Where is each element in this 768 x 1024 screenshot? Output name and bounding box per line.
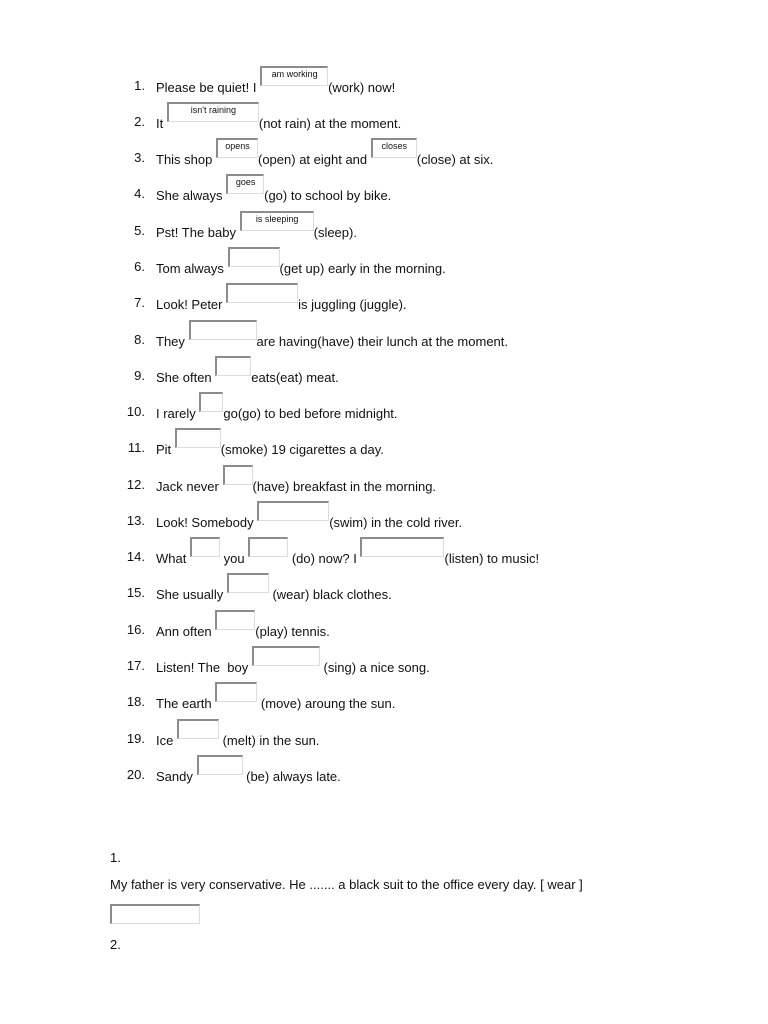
item-text: This shop xyxy=(156,152,213,167)
item-text: (play) tennis. xyxy=(255,624,330,639)
item-text: Pit xyxy=(156,442,172,457)
answer-box[interactable]: isn't raining xyxy=(167,102,259,122)
item-text: (have) breakfast in the morning. xyxy=(252,479,437,494)
item-text: It xyxy=(156,116,164,131)
item-text: Please be quiet! I xyxy=(156,80,257,95)
item-number: 8. xyxy=(134,332,145,347)
item-number: 17. xyxy=(126,658,145,673)
item-text: (wear) black clothes. xyxy=(272,587,392,602)
answer-box[interactable] xyxy=(215,682,257,702)
item-number: 15. xyxy=(126,585,145,600)
item-number: 14. xyxy=(126,549,145,564)
answer-box[interactable]: goes xyxy=(226,174,264,194)
item-number: 6. xyxy=(134,259,145,274)
item-number: 5. xyxy=(134,223,145,238)
answer-box[interactable] xyxy=(257,501,329,521)
item-number: 7. xyxy=(134,295,145,310)
item-number: 9. xyxy=(134,368,145,383)
item-number: 13. xyxy=(126,513,145,528)
item-text: Sandy xyxy=(156,769,193,784)
answer-box[interactable] xyxy=(177,719,219,739)
item-text: Look! Somebody xyxy=(156,515,254,530)
item-text: (go) to school by bike. xyxy=(264,188,392,203)
item-text: She usually xyxy=(156,587,224,602)
item-text: go(go) to bed before midnight. xyxy=(223,406,398,421)
item-text: is juggling (juggle). xyxy=(298,297,407,312)
answer-box[interactable] xyxy=(248,537,288,557)
item-text: (get up) early in the morning. xyxy=(279,261,446,276)
item-text: you xyxy=(223,551,245,566)
item-text: (open) at eight and xyxy=(258,152,368,167)
item-number: 4. xyxy=(134,186,145,201)
item-text: (sleep). xyxy=(313,225,357,240)
item-number: 2. xyxy=(134,114,145,129)
question-text: My father is very conservative. He ....... a black suit to the office every day. [ wear ] xyxy=(110,877,583,892)
item-text: Look! Peter xyxy=(156,297,223,312)
item-number: 1. xyxy=(134,78,145,93)
item-number: 10. xyxy=(126,404,145,419)
answer-box[interactable] xyxy=(189,320,257,340)
item-text: eats(eat) meat. xyxy=(251,370,339,385)
answer-box[interactable] xyxy=(197,755,243,775)
item-text: (move) aroung the sun. xyxy=(260,696,396,711)
question-number: 1. xyxy=(110,850,121,865)
item-text: Pst! The baby xyxy=(156,225,236,240)
item-text: They xyxy=(156,334,185,349)
item-number: 16. xyxy=(126,622,145,637)
answer-box[interactable] xyxy=(215,610,255,630)
item-text: The earth xyxy=(156,696,212,711)
item-text: What xyxy=(156,551,187,566)
item-text: Jack never xyxy=(156,479,219,494)
answer-input[interactable] xyxy=(110,904,200,924)
item-text: (close) at six. xyxy=(416,152,494,167)
answer-box[interactable] xyxy=(227,573,269,593)
item-text: (work) now! xyxy=(328,80,396,95)
answer-box[interactable] xyxy=(252,646,320,666)
item-text: Tom always xyxy=(156,261,224,276)
item-text: (smoke) 19 cigarettes a day. xyxy=(220,442,384,457)
item-text: (swim) in the cold river. xyxy=(329,515,463,530)
answer-box[interactable] xyxy=(175,428,221,448)
answer-box[interactable] xyxy=(228,247,280,267)
item-text: (do) now? I xyxy=(291,551,357,566)
item-text: She often xyxy=(156,370,212,385)
item-text: Listen! The boy xyxy=(156,660,249,675)
answer-box[interactable]: opens xyxy=(216,138,258,158)
item-number: 19. xyxy=(126,731,145,746)
answer-box[interactable]: closes xyxy=(371,138,417,158)
answer-box[interactable] xyxy=(215,356,251,376)
question-number: 2. xyxy=(110,937,121,952)
item-text: I rarely xyxy=(156,406,196,421)
answer-box[interactable] xyxy=(223,465,253,485)
item-text: (listen) to music! xyxy=(444,551,540,566)
item-text: (melt) in the sun. xyxy=(222,733,320,748)
item-text: Ann often xyxy=(156,624,212,639)
answer-box[interactable] xyxy=(226,283,298,303)
item-text: are having(have) their lunch at the moment. xyxy=(256,334,508,349)
answer-box[interactable] xyxy=(360,537,444,557)
item-text: (not rain) at the moment. xyxy=(258,116,402,131)
item-number: 18. xyxy=(126,694,145,709)
answer-box[interactable] xyxy=(190,537,220,557)
answer-box[interactable]: is sleeping xyxy=(240,211,314,231)
answer-box[interactable]: am working xyxy=(260,66,328,86)
item-text: She always xyxy=(156,188,223,203)
item-text: (sing) a nice song. xyxy=(323,660,430,675)
item-number: 20. xyxy=(126,767,145,782)
item-number: 11. xyxy=(127,440,145,455)
item-number: 3. xyxy=(134,150,145,165)
answer-box[interactable] xyxy=(199,392,223,412)
item-text: Ice xyxy=(156,733,174,748)
item-text: (be) always late. xyxy=(246,769,341,784)
item-number: 12. xyxy=(126,477,145,492)
